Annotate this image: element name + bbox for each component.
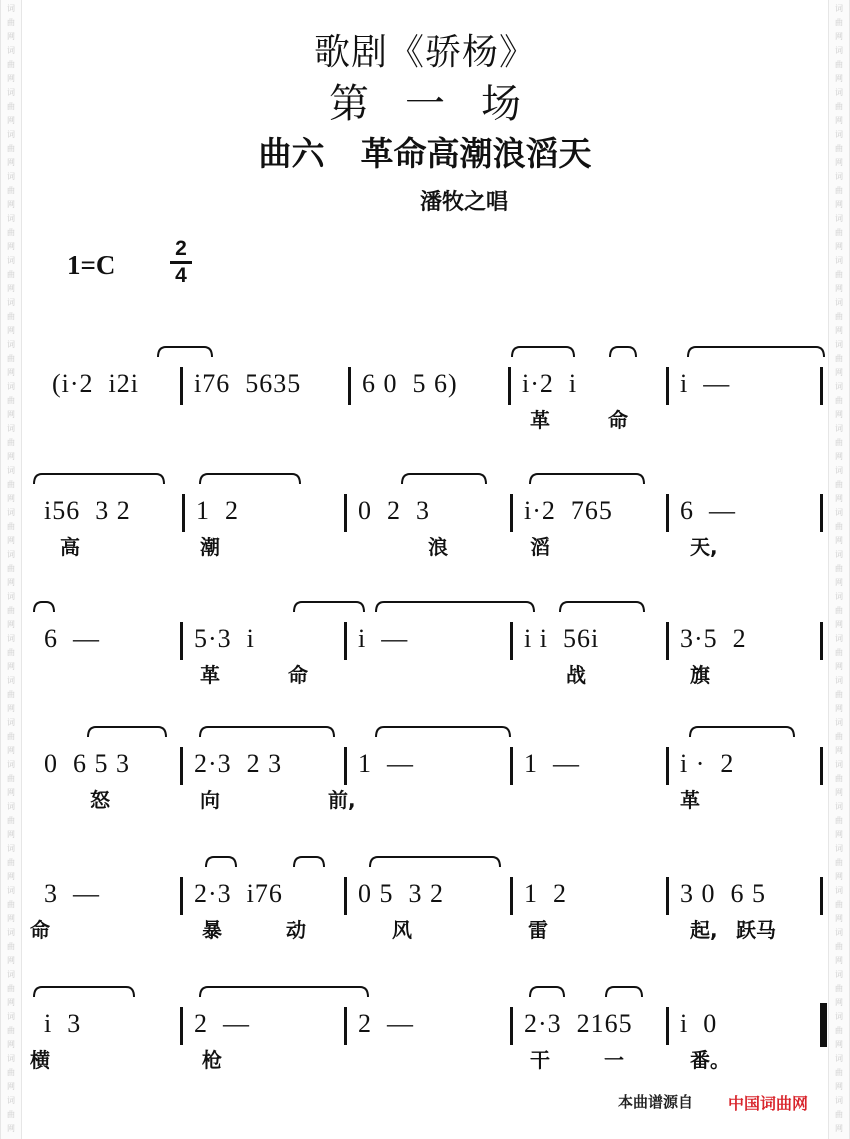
measure-notes: (i·2 i2i xyxy=(52,369,139,398)
watermark-char: 词 xyxy=(835,382,843,391)
time-signature xyxy=(170,238,192,287)
watermark-char: 词 xyxy=(835,970,843,979)
watermark-char: 词 xyxy=(7,592,15,601)
measure-notes: i · 2 xyxy=(680,749,735,778)
score-row xyxy=(30,590,830,690)
watermark-char: 网 xyxy=(835,1082,843,1091)
watermark-char: 词 xyxy=(835,172,843,181)
slur-arc xyxy=(34,602,54,612)
watermark-char: 词 xyxy=(7,760,15,769)
watermark-char: 曲 xyxy=(7,18,15,27)
barline xyxy=(510,1007,513,1045)
barline xyxy=(820,494,823,532)
watermark-char: 词 xyxy=(835,928,843,937)
watermark-char: 网 xyxy=(7,74,15,83)
slur-arc xyxy=(200,727,334,737)
watermark-char: 词 xyxy=(835,844,843,853)
score-row xyxy=(30,975,830,1075)
watermark-char: 曲 xyxy=(835,1110,843,1119)
watermark-char: 词 xyxy=(835,676,843,685)
watermark-char: 曲 xyxy=(7,102,15,111)
watermark-char: 曲 xyxy=(7,900,15,909)
lyric-syllable: 战 xyxy=(566,663,586,687)
watermark-char: 曲 xyxy=(835,186,843,195)
watermark-char: 词 xyxy=(835,760,843,769)
lyric-syllable: 命 xyxy=(30,918,50,942)
barline xyxy=(510,877,513,915)
barline xyxy=(820,367,823,405)
watermark-char: 网 xyxy=(835,158,843,167)
measure-notes: i i 56i xyxy=(524,624,600,653)
watermark-char: 词 xyxy=(7,1012,15,1021)
watermark-char: 曲 xyxy=(7,858,15,867)
measure-notes: i — xyxy=(358,624,409,653)
watermark-char: 网 xyxy=(835,452,843,461)
barline xyxy=(180,877,183,915)
lyric-syllable: 命 xyxy=(608,408,628,432)
slur-arc xyxy=(34,474,164,484)
measure-notes: 5·3 i xyxy=(194,624,255,653)
meter-top: 2 xyxy=(175,237,187,260)
scene-char: 第 xyxy=(329,81,369,127)
watermark-char: 词 xyxy=(835,1096,843,1105)
watermark-char: 曲 xyxy=(7,396,15,405)
watermark-char: 词 xyxy=(7,340,15,349)
singer-credit: 潘牧之唱 xyxy=(420,189,509,215)
measure-notes: 2 — xyxy=(358,1009,414,1038)
lyric-syllable: 横 xyxy=(30,1048,50,1072)
measure-notes: i56 3 2 xyxy=(44,496,131,525)
measure-notes: 0 5 3 2 xyxy=(358,879,444,908)
watermark-char: 曲 xyxy=(7,270,15,279)
watermark-char: 词 xyxy=(7,550,15,559)
watermark-char: 词 xyxy=(835,802,843,811)
key-signature: 1=C xyxy=(67,250,116,280)
watermark-char: 网 xyxy=(7,998,15,1007)
watermark-char: 词 xyxy=(835,718,843,727)
slur-arc xyxy=(610,347,636,357)
watermark-char: 曲 xyxy=(835,732,843,741)
measure-notes: 3·5 2 xyxy=(680,624,747,653)
scene-heading xyxy=(0,72,850,129)
slur-arc xyxy=(688,347,824,357)
watermark-char: 曲 xyxy=(7,564,15,573)
barline xyxy=(180,747,183,785)
watermark-char: 词 xyxy=(7,382,15,391)
watermark-char: 词 xyxy=(835,592,843,601)
watermark-char: 词 xyxy=(7,88,15,97)
barline xyxy=(666,622,669,660)
slur-arc xyxy=(530,987,564,997)
lyric-syllable: 怒 xyxy=(90,788,110,812)
watermark-char: 网 xyxy=(7,32,15,41)
watermark-char: 词 xyxy=(7,928,15,937)
watermark-char: 网 xyxy=(835,956,843,965)
barline xyxy=(344,494,347,532)
watermark-char: 曲 xyxy=(7,1068,15,1077)
barline xyxy=(820,747,823,785)
lyric-syllable: 干 xyxy=(530,1048,550,1072)
measure-notes: 2 — xyxy=(194,1009,250,1038)
lyric-syllable: 命 xyxy=(288,663,308,687)
watermark-char: 词 xyxy=(7,634,15,643)
score-row xyxy=(30,715,830,815)
barline xyxy=(344,747,347,785)
watermark-char: 网 xyxy=(7,830,15,839)
watermark-char: 词 xyxy=(835,214,843,223)
slur-arc xyxy=(294,857,324,867)
watermark-char: 曲 xyxy=(835,438,843,447)
watermark-char: 曲 xyxy=(835,648,843,657)
watermark-char: 网 xyxy=(7,956,15,965)
watermark-char: 曲 xyxy=(7,690,15,699)
watermark-char: 曲 xyxy=(7,228,15,237)
lyric-syllable: 高 xyxy=(60,535,80,559)
watermark-char: 曲 xyxy=(7,984,15,993)
lyric-syllable: 枪 xyxy=(202,1048,222,1072)
watermark-char: 网 xyxy=(7,1124,15,1133)
watermark-char: 曲 xyxy=(835,270,843,279)
watermark-char: 词 xyxy=(835,340,843,349)
watermark-char: 网 xyxy=(7,1040,15,1049)
watermark-char: 词 xyxy=(7,718,15,727)
watermark-char: 词 xyxy=(7,802,15,811)
watermark-char: 词 xyxy=(835,508,843,517)
final-barline xyxy=(820,1003,827,1047)
slur-arc xyxy=(200,987,368,997)
watermark-char: 曲 xyxy=(835,564,843,573)
barline xyxy=(180,622,183,660)
watermark-char: 网 xyxy=(7,452,15,461)
watermark-char: 曲 xyxy=(835,312,843,321)
watermark-char: 曲 xyxy=(7,648,15,657)
watermark-char: 网 xyxy=(835,620,843,629)
slur-arc xyxy=(530,474,644,484)
watermark-char: 曲 xyxy=(835,18,843,27)
slur-arc xyxy=(376,727,510,737)
measure-notes: 1 2 xyxy=(196,496,239,525)
barline xyxy=(820,877,823,915)
lyric-syllable: 风 xyxy=(392,918,412,942)
watermark-char: 词 xyxy=(7,172,15,181)
watermark-char: 网 xyxy=(835,746,843,755)
barline xyxy=(666,494,669,532)
slur-arc xyxy=(402,474,486,484)
lyric-syllable: 革 xyxy=(530,408,550,432)
watermark-char: 网 xyxy=(7,914,15,923)
measure-notes: i — xyxy=(680,369,731,398)
watermark-char: 词 xyxy=(7,4,15,13)
slur-arc xyxy=(690,727,794,737)
watermark-char: 曲 xyxy=(7,354,15,363)
barline xyxy=(344,877,347,915)
lyric-syllable: 起, xyxy=(690,918,718,942)
watermark-char: 网 xyxy=(7,620,15,629)
watermark-char: 词 xyxy=(7,676,15,685)
watermark-char: 词 xyxy=(7,466,15,475)
barline xyxy=(666,1007,669,1045)
barline xyxy=(510,747,513,785)
watermark-char: 词 xyxy=(7,1096,15,1105)
barline xyxy=(348,367,351,405)
lyric-syllable: 潮 xyxy=(200,535,220,559)
barline xyxy=(180,367,183,405)
lyric-syllable: 天, xyxy=(690,535,718,559)
watermark-char: 网 xyxy=(7,200,15,209)
watermark-char: 网 xyxy=(7,662,15,671)
song-number: 曲六 xyxy=(258,134,325,173)
watermark-char: 曲 xyxy=(7,1026,15,1035)
watermark-char: 曲 xyxy=(835,228,843,237)
measure-notes: 2·3 i76 xyxy=(194,879,283,908)
watermark-char: 网 xyxy=(835,536,843,545)
watermark-char: 词 xyxy=(835,4,843,13)
watermark-char: 曲 xyxy=(7,144,15,153)
barline xyxy=(666,747,669,785)
watermark-char: 网 xyxy=(7,326,15,335)
watermark-char: 词 xyxy=(7,508,15,517)
measure-notes: 0 6 5 3 xyxy=(44,749,130,778)
watermark-char: 曲 xyxy=(835,480,843,489)
measure-notes: i 0 xyxy=(680,1009,718,1038)
watermark-char: 曲 xyxy=(835,606,843,615)
watermark-char: 网 xyxy=(835,326,843,335)
watermark-char: 网 xyxy=(7,368,15,377)
watermark-char: 网 xyxy=(835,578,843,587)
measure-notes: i 3 xyxy=(44,1009,82,1038)
slur-arc xyxy=(158,347,212,357)
watermark-char: 网 xyxy=(7,410,15,419)
watermark-char: 网 xyxy=(7,872,15,881)
measure-notes: 6 — xyxy=(680,496,736,525)
measure-notes: 6 0 5 6) xyxy=(362,369,458,398)
watermark-char: 词 xyxy=(835,886,843,895)
scene-char: 场 xyxy=(481,81,521,127)
lyric-syllable: 雷 xyxy=(528,918,548,942)
watermark-char: 曲 xyxy=(7,816,15,825)
footer-site-link[interactable]: 中国词曲网 xyxy=(728,1094,809,1113)
watermark-char: 词 xyxy=(835,1012,843,1021)
measure-notes: 1 2 xyxy=(524,879,567,908)
measure-notes: 3 0 6 5 xyxy=(680,879,766,908)
watermark-char: 曲 xyxy=(7,60,15,69)
watermark-char: 词 xyxy=(7,214,15,223)
watermark-char: 曲 xyxy=(7,186,15,195)
measure-notes: 6 — xyxy=(44,624,100,653)
watermark-char: 曲 xyxy=(835,354,843,363)
barline xyxy=(510,622,513,660)
scene-char: 一 xyxy=(405,81,445,127)
watermark-char: 曲 xyxy=(7,942,15,951)
watermark-char: 词 xyxy=(835,634,843,643)
watermark-char: 网 xyxy=(835,662,843,671)
watermark-char: 网 xyxy=(7,158,15,167)
measure-notes: i76 5635 xyxy=(194,369,302,398)
slur-arc xyxy=(294,602,364,612)
watermark-char: 网 xyxy=(835,368,843,377)
watermark-char: 曲 xyxy=(835,942,843,951)
watermark-char: 网 xyxy=(835,1040,843,1049)
slur-arc xyxy=(606,987,642,997)
measure-notes: 1 — xyxy=(358,749,414,778)
watermark-char: 网 xyxy=(7,242,15,251)
watermark-char: 曲 xyxy=(835,690,843,699)
watermark-char: 网 xyxy=(835,494,843,503)
watermark-char: 网 xyxy=(835,1124,843,1133)
lyric-syllable: 暴 xyxy=(202,918,222,942)
watermark-char: 词 xyxy=(835,1054,843,1063)
barline xyxy=(182,494,185,532)
watermark-char: 曲 xyxy=(7,774,15,783)
watermark-char: 词 xyxy=(835,466,843,475)
watermark-char: 词 xyxy=(835,130,843,139)
watermark-char: 网 xyxy=(7,1082,15,1091)
barline xyxy=(666,877,669,915)
watermark-char: 网 xyxy=(7,746,15,755)
watermark-char: 网 xyxy=(835,200,843,209)
watermark-char: 网 xyxy=(835,116,843,125)
watermark-char: 词 xyxy=(835,424,843,433)
watermark-char: 词 xyxy=(7,46,15,55)
watermark-char: 网 xyxy=(7,284,15,293)
watermark-char: 曲 xyxy=(7,480,15,489)
measure-notes: 1 — xyxy=(524,749,580,778)
watermark-char: 网 xyxy=(835,32,843,41)
watermark-char: 曲 xyxy=(835,1026,843,1035)
watermark-char: 曲 xyxy=(835,144,843,153)
watermark-char: 曲 xyxy=(835,816,843,825)
song-title: 革命高潮浪滔天 xyxy=(360,134,592,173)
lyric-syllable: 革 xyxy=(200,663,220,687)
watermark-char: 曲 xyxy=(835,858,843,867)
watermark-char: 网 xyxy=(835,74,843,83)
score-row xyxy=(30,335,830,435)
lyric-syllable: 旗 xyxy=(690,663,710,687)
watermark-char: 网 xyxy=(835,242,843,251)
song-heading xyxy=(0,128,850,175)
barline xyxy=(180,1007,183,1045)
barline xyxy=(510,494,513,532)
watermark-char: 词 xyxy=(7,1054,15,1063)
measure-notes: 2·3 2165 xyxy=(524,1009,633,1038)
watermark-char: 网 xyxy=(835,284,843,293)
watermark-char: 词 xyxy=(7,970,15,979)
watermark-char: 网 xyxy=(835,998,843,1007)
lyric-syllable: 滔 xyxy=(530,535,550,559)
slur-arc xyxy=(200,474,300,484)
slur-arc xyxy=(512,347,574,357)
lyric-syllable: 跃马 xyxy=(736,918,776,942)
slur-arc xyxy=(560,602,644,612)
watermark-char: 网 xyxy=(835,788,843,797)
lyric-syllable: 一 xyxy=(604,1048,624,1072)
watermark-char: 词 xyxy=(7,256,15,265)
watermark-char: 词 xyxy=(7,424,15,433)
watermark-char: 网 xyxy=(7,494,15,503)
watermark-char: 词 xyxy=(7,844,15,853)
watermark-char: 网 xyxy=(7,116,15,125)
watermark-char: 网 xyxy=(7,788,15,797)
watermark-char: 曲 xyxy=(835,60,843,69)
barline xyxy=(344,1007,347,1045)
lyric-syllable: 前, xyxy=(328,788,356,812)
watermark-char: 曲 xyxy=(835,774,843,783)
watermark-char: 网 xyxy=(835,410,843,419)
watermark-char: 词 xyxy=(7,130,15,139)
watermark-char: 曲 xyxy=(835,102,843,111)
watermark-char: 曲 xyxy=(7,606,15,615)
watermark-char: 曲 xyxy=(7,522,15,531)
watermark-char: 网 xyxy=(7,704,15,713)
watermark-char: 网 xyxy=(835,830,843,839)
slur-arc xyxy=(206,857,236,867)
watermark-char: 词 xyxy=(835,88,843,97)
watermark-char: 曲 xyxy=(835,396,843,405)
barline xyxy=(344,622,347,660)
measure-notes: i·2 i xyxy=(522,369,578,398)
watermark-char: 网 xyxy=(835,704,843,713)
watermark-char: 曲 xyxy=(835,1068,843,1077)
watermark-char: 词 xyxy=(7,886,15,895)
score-row xyxy=(30,845,830,945)
watermark-char: 曲 xyxy=(835,522,843,531)
watermark-char: 网 xyxy=(7,536,15,545)
slur-arc xyxy=(376,602,534,612)
opera-title: 歌剧《骄杨》 xyxy=(313,32,536,73)
watermark-char: 曲 xyxy=(7,732,15,741)
watermark-char: 网 xyxy=(835,914,843,923)
watermark-char: 网 xyxy=(7,578,15,587)
score-row xyxy=(30,462,830,562)
watermark-char: 词 xyxy=(835,550,843,559)
barline xyxy=(820,622,823,660)
lyric-syllable: 革 xyxy=(680,788,700,812)
barline xyxy=(666,367,669,405)
lyric-syllable: 动 xyxy=(286,918,306,942)
watermark-char: 词 xyxy=(835,46,843,55)
watermark-char: 词 xyxy=(7,298,15,307)
lyric-syllable: 番。 xyxy=(690,1048,730,1072)
watermark-char: 曲 xyxy=(835,984,843,993)
slur-arc xyxy=(34,987,134,997)
watermark-char: 曲 xyxy=(835,900,843,909)
slur-arc xyxy=(88,727,166,737)
meter-bottom: 4 xyxy=(175,264,187,287)
lyric-syllable: 浪 xyxy=(428,535,448,559)
slur-arc xyxy=(370,857,500,867)
measure-notes: 0 2 3 xyxy=(358,496,430,525)
barline xyxy=(508,367,511,405)
watermark-char: 曲 xyxy=(7,1110,15,1119)
lyric-syllable: 向 xyxy=(200,788,220,812)
measure-notes: 2·3 2 3 xyxy=(194,749,283,778)
measure-notes: i·2 765 xyxy=(524,496,613,525)
watermark-char: 曲 xyxy=(7,312,15,321)
watermark-char: 词 xyxy=(835,298,843,307)
measure-notes: 3 — xyxy=(44,879,100,908)
watermark-char: 曲 xyxy=(7,438,15,447)
watermark-char: 网 xyxy=(835,872,843,881)
watermark-char: 词 xyxy=(835,256,843,265)
footer-source: 本曲谱源自 xyxy=(618,1093,694,1111)
